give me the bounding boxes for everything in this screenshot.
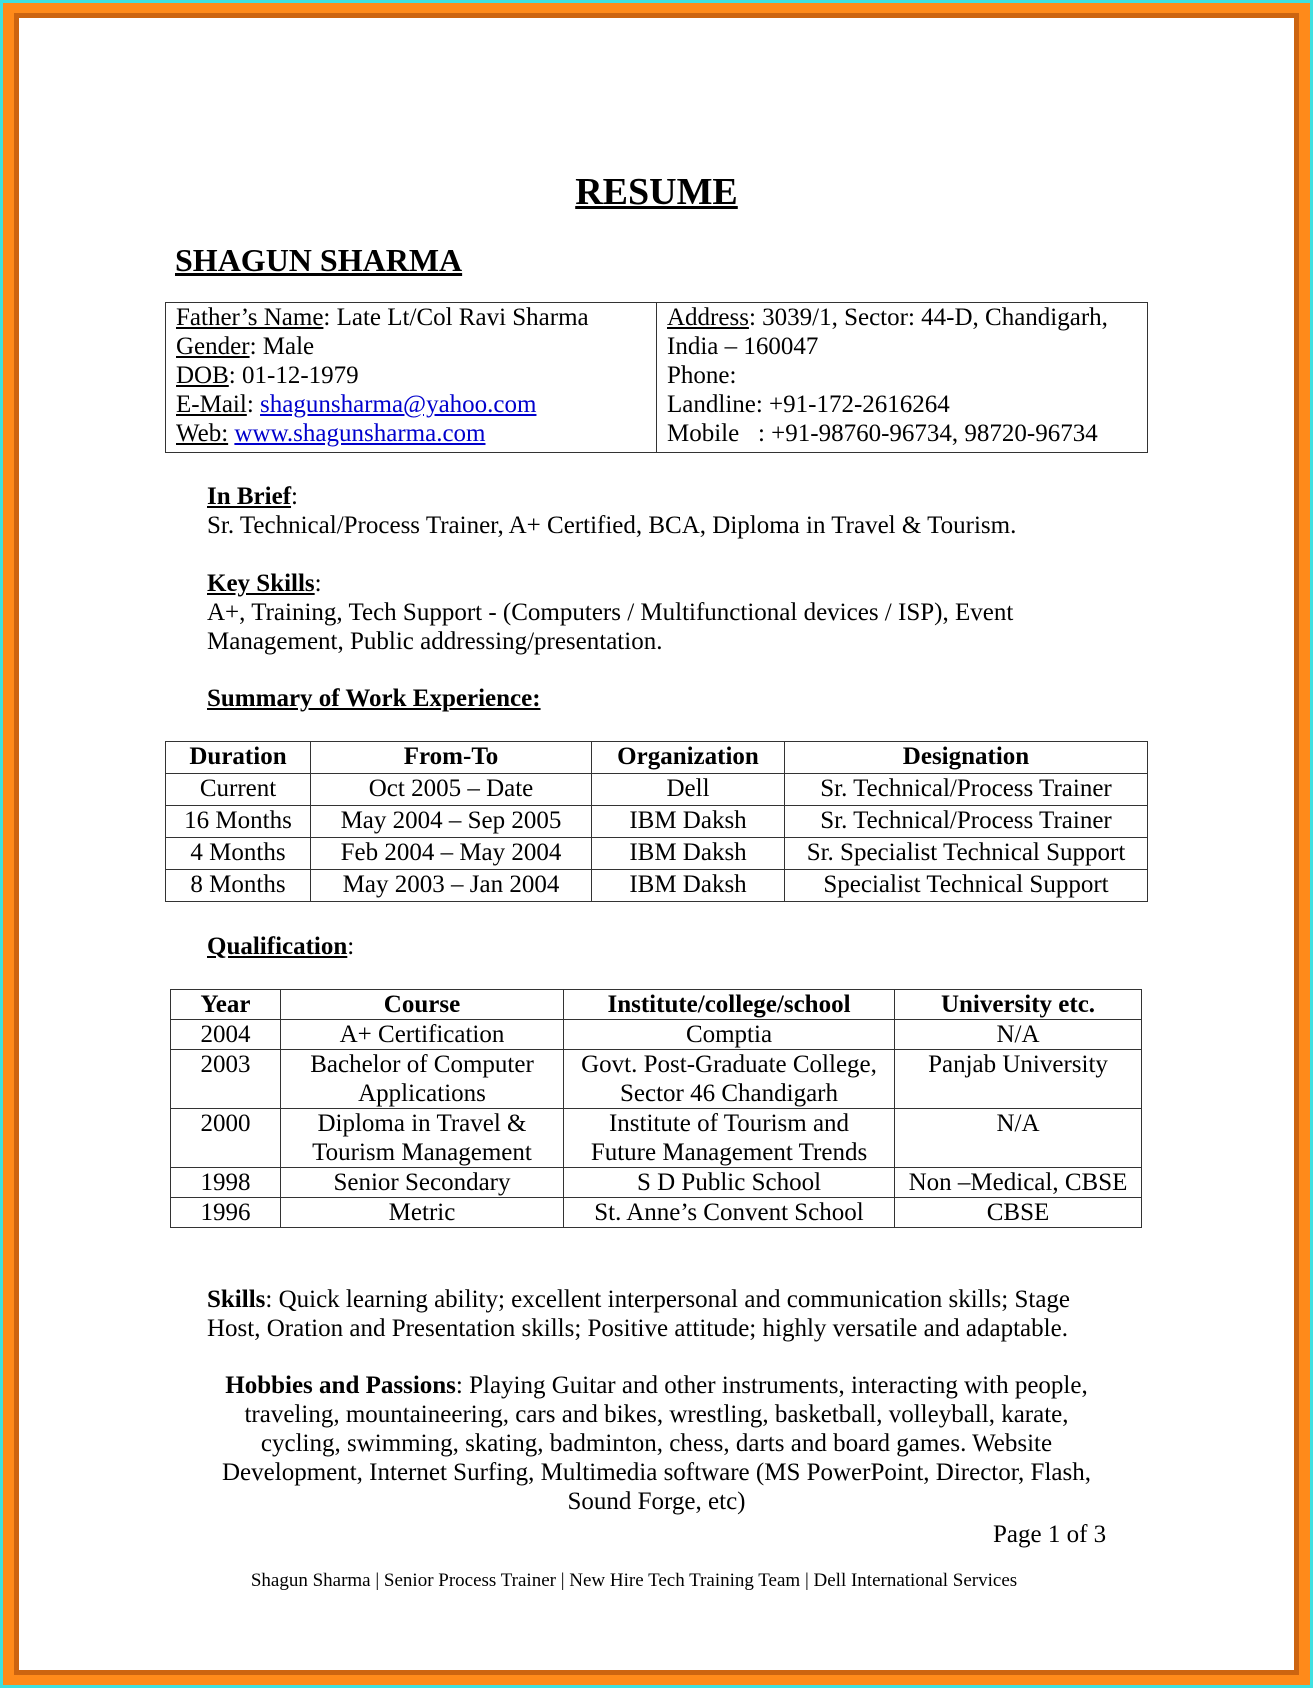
page-number: Page 1 of 3 [993,1521,1107,1548]
table-row [166,774,1148,806]
header-cell: University etc. [895,990,1142,1020]
hobbies-line: Development, Internet Surfing, Multimedia software (MS PowerPoint, Director, Flash, [222,1459,1091,1486]
table-row [171,1109,1142,1168]
gender-value: : Male [249,333,315,360]
table-row [166,838,1148,870]
footer: Shagun Sharma | Senior Process Trainer | New Hire Tech Training Team | Dell International Services [250,1570,1018,1591]
skills-line: : Quick learning ability; excellent interpersonal and communication skills; Stage [265,1286,1071,1313]
cell: Oct 2005 – Date [311,774,592,806]
cell: Specialist Technical Support [785,870,1148,902]
father-value: : Late Lt/Col Ravi Sharma [323,304,589,331]
candidate-name: SHAGUN SHARMA [175,242,463,278]
father-label: Father’s Name [176,304,324,331]
hobbies-line: Sound Forge, etc) [567,1488,746,1515]
personal-details: Father’s Name: Late Lt/Col Ravi Sharma Gender: Male DOB: 01-12-1979 E-Mail: shagunsharma@yahoo.com Web: www.shagunsharma.com [176,304,589,447]
cell: Sr. Technical/Process Trainer [785,774,1148,806]
web-link[interactable]: www.shagunsharma.com [234,420,486,447]
cell: CBSE [895,1198,1142,1228]
work-experience-table [165,741,1148,902]
email-label: E-Mail [176,391,247,418]
cell: St. Anne’s Convent School [564,1198,895,1228]
table-row [166,806,1148,838]
hobbies-line: cycling, swimming, skating, badminton, chess, darts and board games. Website [260,1430,1053,1457]
skills-section [207,1285,1070,1343]
cell: 8 Months [166,870,311,902]
header-cell: Institute/college/school [564,990,895,1020]
cell: IBM Daksh [592,870,785,902]
hobbies-section [0,1371,1313,1516]
work-heading: Summary of Work Experience: [207,685,541,712]
qualification-table [170,989,1142,1228]
table-row [171,1050,1142,1109]
header-cell: Designation [785,742,1148,774]
cell: 4 Months [166,838,311,870]
hobbies-heading: Hobbies and Passions [225,1372,456,1399]
cell: Senior Secondary [281,1168,564,1198]
cell: Comptia [564,1020,895,1050]
cell: 2003 [171,1050,281,1109]
qualification-heading: Qualification [207,933,348,960]
key-skills-line: Management, Public addressing/presentation. [207,628,663,655]
table-row [166,870,1148,902]
brief-section: In Brief: Sr. Technical/Process Trainer, A+ Certified, BCA, Diploma in Travel & Tourism. [207,483,1017,539]
table-header-row [171,990,1142,1020]
personal-info-box [165,302,1148,453]
cell: Non –Medical, CBSE [895,1168,1142,1198]
cell: S D Public School [564,1168,895,1198]
key-skills-line: A+, Training, Tech Support - (Computers / Multifunctional devices / ISP), Event [207,599,1014,626]
cell: Diploma in Travel & Tourism Management [281,1109,564,1168]
hobbies-line: traveling, mountaineering, cars and bikes, wrestling, basketball, volleyball, karate, [244,1401,1069,1428]
cell: May 2004 – Sep 2005 [311,806,592,838]
cell: 16 Months [166,806,311,838]
address-label: Address [667,304,749,331]
landline: Landline: +91-172-2616264 [667,391,950,418]
header-cell: Organization [592,742,785,774]
cell: Sr. Technical/Process Trainer [785,806,1148,838]
cell: IBM Daksh [592,806,785,838]
skills-line: Host, Oration and Presentation skills; Positive attitude; highly versatile and adaptable. [207,1315,1068,1342]
cell: Govt. Post-Graduate College, Sector 46 Chandigarh [564,1050,895,1109]
cell: Feb 2004 – May 2004 [311,838,592,870]
skills-heading: Skills [207,1286,266,1313]
cell: Dell [592,774,785,806]
mobile: Mobile : +91-98760-96734, 98720-96734 [667,420,1098,447]
cell: Sr. Specialist Technical Support [785,838,1148,870]
brief-heading: In Brief [207,483,292,510]
header-cell: Duration [166,742,311,774]
key-skills-heading: Key Skills [207,570,315,597]
phone-label: Phone: [667,362,737,389]
document-title: RESUME [575,171,738,213]
cell: Institute of Tourism and Future Management Trends [564,1109,895,1168]
address-line2: India – 160047 [667,333,819,360]
cell: IBM Daksh [592,838,785,870]
key-skills-section: Key Skills: A+, Training, Tech Support - (Computers / Multifunctional devices / ISP), Event Management, Public addressing/presentation. [207,570,1014,655]
brief-text: Sr. Technical/Process Trainer, A+ Certified, BCA, Diploma in Travel & Tourism. [207,512,1017,539]
cell: 1998 [171,1168,281,1198]
cell: 2004 [171,1020,281,1050]
address-value: : 3039/1, Sector: 44-D, Chandigarh, [748,304,1108,331]
dob-label: DOB [176,362,229,389]
table-row [171,1020,1142,1050]
table-row [171,1198,1142,1228]
header-cell: Year [171,990,281,1020]
cell: May 2003 – Jan 2004 [311,870,592,902]
cell: Current [166,774,311,806]
cell: N/A [895,1109,1142,1168]
cell: A+ Certification [281,1020,564,1050]
qualification-heading-line: Qualification: [207,933,355,960]
web-label: Web: [176,420,229,447]
header-cell: Course [281,990,564,1020]
table-row [171,1168,1142,1198]
cell: 2000 [171,1109,281,1168]
email-link[interactable]: shagunsharma@yahoo.com [260,391,537,418]
cell: 1996 [171,1198,281,1228]
header-cell: From-To [311,742,592,774]
gender-label: Gender [176,333,250,360]
dob-value: : 01-12-1979 [228,362,359,389]
contact-details [656,303,1147,452]
cell: Panjab University [895,1050,1142,1109]
table-header-row [166,742,1148,774]
cell: N/A [895,1020,1142,1050]
hobbies-line: : Playing Guitar and other instruments, interacting with people, [455,1372,1088,1399]
cell: Bachelor of Computer Applications [281,1050,564,1109]
cell: Metric [281,1198,564,1228]
